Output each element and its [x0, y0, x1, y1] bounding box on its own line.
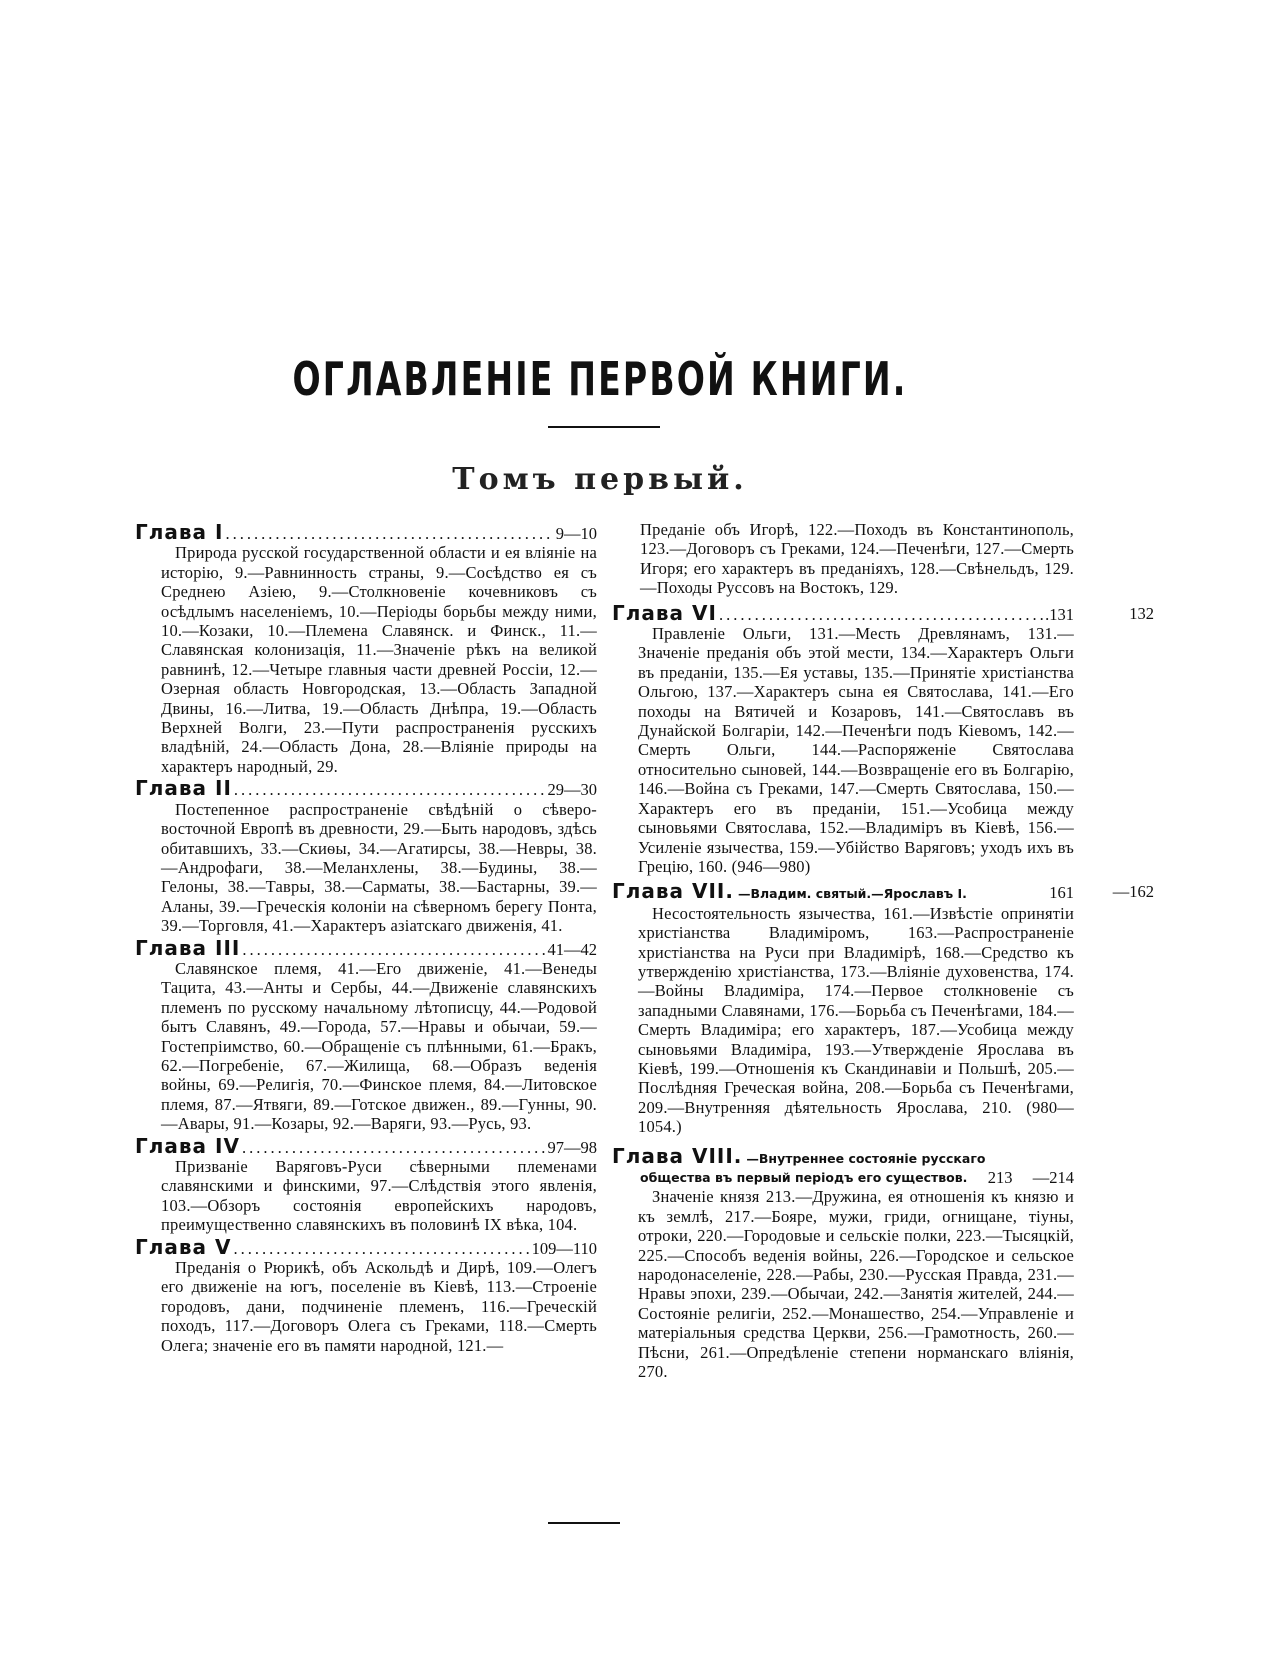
chapter-3 [135, 935, 597, 1134]
chapter-summary: Преданія о Рюрикѣ, объ Аскольдѣ и Дирѣ, 109.—Олегъ его движеніе на югъ, поселеніе въ Кіевѣ, 113.—Строеніе городовъ, дани, подчиненіе племенъ, 116.—Греческій походъ, 117.—Договоръ Олега съ Греками, 118.—Смерть Олега; значеніе его въ памяти народной, 121.— [161, 1258, 597, 1355]
leader-dots [242, 1138, 546, 1157]
chapter-5-continued: Преданіе объ Игорѣ, 122.—Походъ въ Константинополь, 123.—Договоръ съ Греками, 124.—Печенѣги, 127.—Смерть Игоря; его характеръ въ преданіяхъ, 128.—Свѣнельдъ, 129.—Походы Руссовъ на Востокъ, 129. [640, 520, 1074, 598]
leader-dots [234, 780, 546, 799]
chapter-label: Глава IV [135, 1133, 240, 1158]
chapter-label: Глава VI [612, 600, 717, 625]
chapter-7 [612, 879, 1154, 1137]
leader-dots [233, 1239, 529, 1258]
bottom-rule [548, 1522, 620, 1524]
chapter-subtitle-line2: общества въ первый періодъ его существов. [640, 1170, 968, 1185]
chapter-pages-end: —162 [1112, 882, 1154, 902]
chapter-pages: 29—30 [547, 780, 597, 800]
chapter-summary: Правленіе Ольги, 131.—Месть Древлянамъ, 131.—Значеніе преданія объ этой мести, 134.—Характеръ Ольги въ преданіи, 135.—Ея уставы, 135.—Принятіе христіанства Ольгою, 137.—Характеръ сына ея Святослава, 141.—Его походы на Вятичей и Козаровъ, 141.—Святославъ въ Дунайской Болгаріи, 142.—Печенѣги подъ Кіевомъ, 142.—Смерть Ольги, 144.—Распоряженіе Святослава относительно сыновей, 144.—Возвращеніе его въ Болгарію, 146.—Война съ Греками, 147.—Смерть Святослава, 150.—Характеръ его въ преданіи, 151.—Усобица между сыновьями Святослава, 152.—Владиміръ въ Кіевѣ, 156.—Усиленіе язычества, 159.—Убійство Варяговъ; уходъ ихъ въ Грецію, 160. (946—980) [638, 624, 1074, 876]
chapter-label: Глава I [135, 520, 224, 544]
chapter-label: Глава III [135, 935, 241, 960]
chapter-label: Глава II [135, 776, 232, 801]
chapter-pages: 213 [987, 1168, 1013, 1187]
chapter-summary: Призваніе Варяговъ-Руси сѣверными племенами славянскими и финскими, 97.—Слѣдствія этого явленія, 103.—Обзоръ состоянія европейскихъ народовъ, преимущественно славянскихъ въ половинѣ IX вѣка, 104. [161, 1157, 597, 1235]
chapter-1 [135, 520, 597, 776]
chapter-subtitle: —Внутреннее состояніе русскаго [746, 1150, 986, 1166]
chapter-pages: .131 [1045, 604, 1074, 624]
chapter-8 [612, 1143, 1074, 1382]
chapter-pages-end: —214 [1032, 1168, 1074, 1187]
volume-subtitle: Томъ первый. [452, 462, 748, 497]
chapter-label: Глава V [135, 1234, 232, 1259]
chapter-pages-end: 132 [1129, 603, 1154, 623]
chapter-pages: 9—10 [555, 524, 597, 543]
chapter-2 [135, 776, 597, 936]
chapter-pages: 161 [1049, 883, 1074, 903]
right-column [612, 520, 1154, 1382]
chapter-pages: 97—98 [547, 1137, 597, 1157]
leader-dots [242, 940, 545, 959]
page-title: ОГЛАВЛЕНІЕ ПЕРВОЙ КНИГИ. [292, 352, 908, 406]
chapter-summary: Постепенное распространеніе свѣдѣній о сѣверо-восточной Европѣ въ древности, 29.—Быть народовъ, здѣсь обитавшихъ, 33.—Скиѳы, 34.—Агатирсы, 38.—Невры, 38.—Андрофаги, 38.—Меланхлены, 38.—Будины, 38.—Гелоны, 38.—Тавры, 38.—Сарматы, 38.—Бастарны, 39.—Аланы, 39.—Греческія колоніи на сѣверномъ берегу Понта, 39.—Торговля, 41.—Характеръ азіатскаго движенія, 41. [161, 799, 597, 936]
chapter-pages: 109—110 [531, 1238, 597, 1258]
chapter-summary: Значеніе князя 213.—Дружина, ея отношенія къ князю и къ землѣ, 217.—Бояре, мужи, гриди, огнищане, тіуны, отроки, 220.—Городовые и сельскіе полки, 223.—Тысяцкій, 225.—Способъ веденія войны, 226.—Городское и сельское народонаселеніе, 228.—Рабы, 230.—Русская Правда, 231.—Нравы эпохи, 239.—Обычаи, 242.—Занятія жителей, 244.—Состояніе религіи, 252.—Монашество, 254.—Управленіе и матеріальныя средства Церкви, 256.—Грамотность, 260.—Пѣсни, 261.—Опредѣленіе степени норманскаго вліянія, 270. [638, 1187, 1074, 1382]
chapter-5 [135, 1234, 597, 1355]
left-column [135, 520, 597, 1355]
chapter-label: Глава VIII. [612, 1143, 743, 1168]
leader-dots [719, 605, 1043, 624]
chapter-6 [612, 600, 1154, 877]
chapter-summary: Природа русской государственной области и ея вліяніе на исторію, 9.—Равнинность страны, 9.—Сосѣдство ея съ Среднею Азіею, 9.—Столкновеніе кочевниковъ съ осѣдлымъ населеніемъ, 10.—Періоды борьбы между ними, 10.—Козаки, 10.—Племена Славянск. и Финск., 11.—Славянская колонизація, 11.—Значеніе рѣкъ на великой равнинѣ, 12.—Четыре главныя части древней Россіи, 12.—Озерная область Новгородская, 13.—Область Западной Двины, 16.—Литва, 19.—Область Днѣпра, 19.—Область Верхней Волги, 23.—Пути распространенія русскихъ владѣній, 24.—Область Дона, 28.—Вліяніе природы на характеръ народный, 29. [161, 543, 597, 776]
chapter-pages: 41—42 [547, 939, 597, 959]
chapter-subtitle: —Владим. святый.—Ярославъ I. [737, 886, 967, 902]
chapter-label: Глава VII. [612, 879, 734, 904]
leader-dots [225, 524, 553, 543]
chapter-4 [135, 1133, 597, 1235]
chapter-summary: Несостоятельность язычества, 161.—Извѣстіе опринятіи христіанства Владиміромъ, 163.—Распространеніе христіанства на Руси при Владимірѣ, 168.—Средство къ утвержденію христіанства, 173.—Вліяніе духовенства, 174.—Войны Владиміра, 174.—Первое столкновеніе съ западными Славянами, 176.—Борьба съ Печенѣгами, 184.—Смерть Владиміра; его характеръ, 187.—Усобица между сыновьями Владиміра, 193.—Утвержденіе Ярослава въ Кіевѣ, 199.—Отношенія къ Скандинавіи и Польшѣ, 205.—Послѣдняя Греческая война, 208.—Борьба съ Печенѣгами, 209.—Внутренняя дѣятельность Ярослава, 210. (980—1054.) [638, 903, 1074, 1137]
title-rule [548, 426, 660, 428]
chapter-summary: Славянское племя, 41.—Его движеніе, 41.—Венеды Тацита, 43.—Анты и Сербы, 44.—Движеніе славянскихъ племенъ по русскому начальному лѣтописцу, 44.—Родовой бытъ Славянъ, 49.—Города, 57.—Нравы и обычаи, 59.—Гостепріимство, 60.—Обращеніе съ плѣнными, 61.—Бракъ, 62.—Погребеніе, 67.—Жилища, 68.—Образъ веденія войны, 69.—Религія, 70.—Финское племя, 84.—Литовское племя, 87.—Ятвяги, 89.—Готское движен., 89.—Гунны, 90.—Авары, 91.—Козары, 92.—Варяги, 93.—Русь, 93. [161, 958, 597, 1134]
